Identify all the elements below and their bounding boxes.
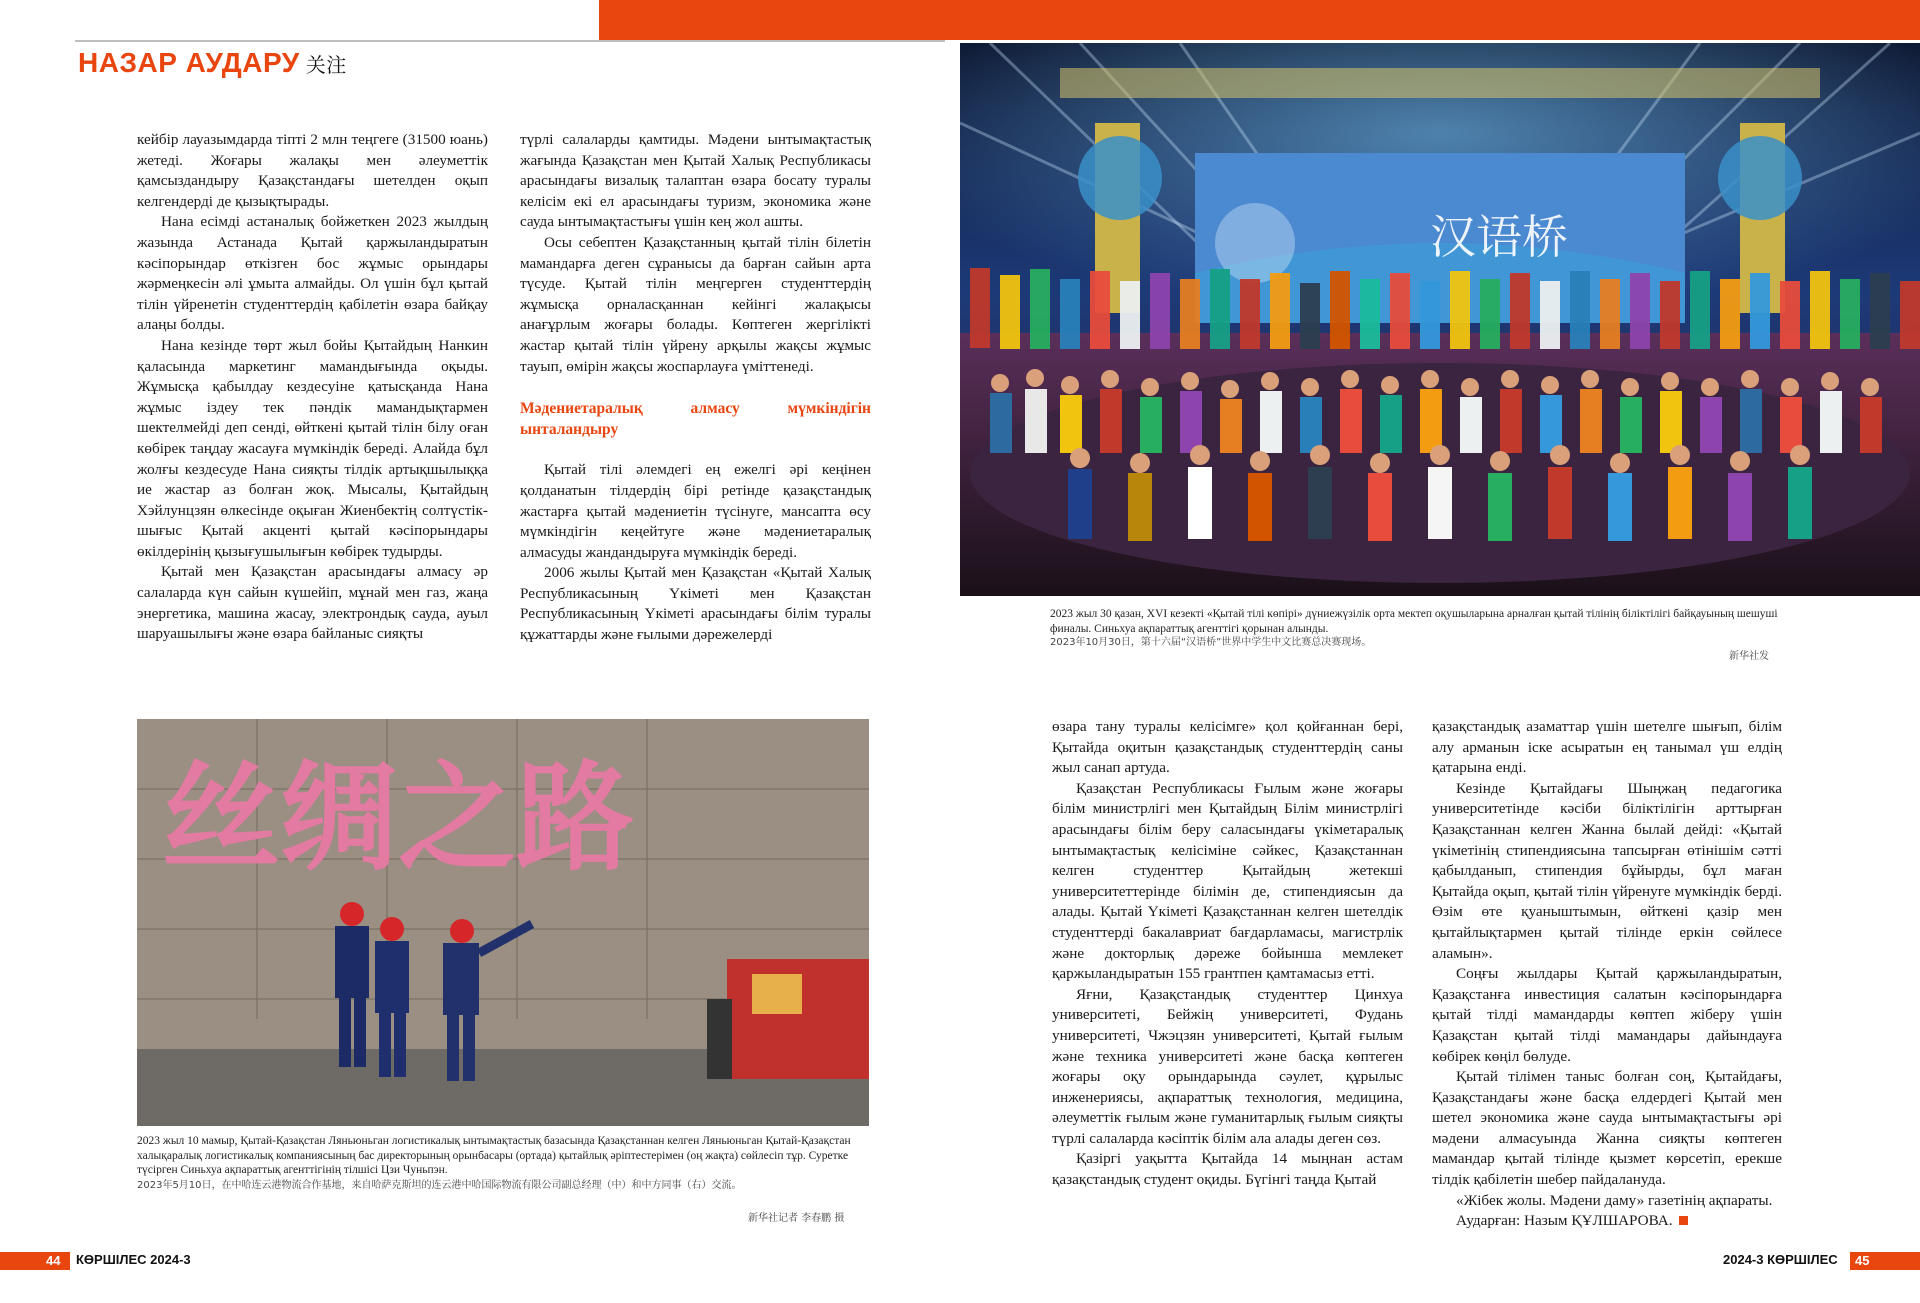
silk-road-illustration [137,719,869,1126]
paragraph: Қазіргі уақытта Қытайда 14 мыңнан астам қазақстандық студент оқиды. Бүгінгі таңда Қытай [1052,1150,1403,1189]
paragraph: кейбір лауазымдарда тіпті 2 млн теңгеге (31500 юань) жетеді. Жоғары жалақы мен әлеуметтік қамсыздандыру Қазақстандағы шетелден оқып келгендерді де қызықтырады. [137,131,488,210]
paragraph: Соңғы жылдары Қытай қаржыландыратын, Қазақстанға инвестиция салатын кәсіпорындарға қытай тілді мамандарды көптеп жіберу үшін Қазақстан қытай тілді мамандары дайындауға көбірек көңіл бөлуде. [1432,965,1782,1065]
paragraph: Қазақстан Республикасы Ғылым және жоғары білім министрлігі мен Қытайдың Білім министрлігі арасындағы білім беру саласындағы үкіметаралық ынтымақтастық келісіміне сәйкес, Қазақстаннан келген студенттер Қытайдың жетекші университеттерінде білімін де, стипендиясын да алады. Қытай Үкіметі Қазақстаннан келген шетелдік студенттерді бакалавриат бағдарламасы, магистрлік және докторлық дәреже бойынша мемлекет қаржыландыратын 155 грантпен қамтамасыз етті. [1052,779,1403,983]
right-column-1 [1052,717,1403,1191]
paragraph: Яғни, Қазақстандық студенттер Цинхуа университеті, Бейжің университеті, Фудань университеті, Чжэцзян университеті, Қытай ғылым және техника университеті және басқа көптеген жоғары оқу орындарында сәулет, құрылыс инженериясы, ақпараттық технология, медицина, әлеуметтік ғылым және гуманитарлық ғылым сияқты түрлі салаларда кәсіптік білім ала алады деген сөз. [1052,985,1403,1147]
stage-screen-text: 汉语桥 [1430,210,1568,264]
caption-kazakh: 2023 жыл 30 қазан, XVI кезекті «Қытай тілі көпірі» дүниежүзілік орта мектеп оқушыларына арналған қытай тілінің біліктілігі байқауының шешуші финалы. Синьхуа ақпараттық агенттігі қорынан алынды. [1050,608,1778,635]
subheading: Мәдениетаралық алмасу мүмкіндігін ынталандыру [520,400,871,438]
top-photo-stage [960,43,1920,596]
paragraph: Кезінде Қытайдағы Шыңжаң педагогика университетінде кәсіби біліктілігін арттырған Қазақстаннан келген Жанна былай дейді: «Қытай үкіметінің стипендиясына тапсырған өтінішім сәтті қабылданып, стипендия бұйырды, бұл маған Қытайда оқып, қытай тілін үйренуге мүмкіндік берді. Өзім өте қуаныштымын, өйткені қазір мен қытайлықтармен қытай тілінде еркін сөйлесе аламын». [1432,779,1782,962]
top-photo-caption [1050,607,1790,651]
paragraph: Қытай мен Қазақстан арасындағы алмасу әр салаларда күн сайын күшейіп, мұнай мен газ, жаңа энергетика, машина жасау, электрондық сауда, ауыл шаруашылығы және өзара байланыс сияқты [137,563,488,643]
left-column-1 [137,130,488,645]
section-title-zh: 关注 [305,53,347,77]
caption-chinese: 2023年5月10日，在中哈连云港物流合作基地，来自哈萨克斯坦的连云港中哈国际物流有限公司副总经理（中）和中方同事（右）交流。 [137,1179,742,1191]
header-accent-bar [599,0,1920,40]
paragraph: Осы себептен Қазақстанның қытай тілін білетін мамандарға деген сұранысы да барған сайын арта түсуде. Қытай тілін меңгерген студенттердің жұмысқа орналасқаннан кейінгі жалақысы анағұрлым жоғары болады. Көптеген жергілікті жастар қытай тілін үйрену арқылы жақсы жұмыс тауып, өмірін жақсы жоспарлауға үміттенеді. [520,233,871,375]
paragraph: Нана кезінде төрт жыл бойы Қытайдың Нанкин қаласында маркетинг мамандығында оқыды. Жұмысқа қабылдау кездесуіне қатысқанда Нана жұмыс іздеу тек пәндік мамандықтармен шектелмейді деп сенді, өйткені қытай тілін білу оған көбірек таңдау жасауға мүмкіндік береді. Алайда бұл жолғы кездесуде Нана сияқты тілдік артықшылыққа ие жастар аз болған жоқ. Мысалы, Қытайдың Хэйлунцзян өлкесінде оқыған Жиенбектің солтүстік-шығыс Қытай акценті қытай кәсіпорындары өкілдерінің қызығушылығын көбірек тудырды. [137,336,488,560]
left-column-2 [520,130,871,646]
paragraph: түрлі салаларды қамтиды. Мәдени ынтымақтастық жағында Қазақстан мен Қытай Халық Республикасы арасындағы визалық талаптан өзара босату туралы келісім екі ел арасындағы туризм, экономика және сауда ынтымақтастығы үшін кең жол ашты. [520,131,871,231]
footer-label-right: 2024-3 КӨРШІЛЕС [1723,1252,1838,1267]
stage-illustration [960,43,1920,596]
bottom-photo-silk-road [137,719,869,1126]
translator-credit: Аударған: Назым ҚҰЛШАРОВА. [1432,1211,1782,1232]
right-column-2 [1432,717,1782,1232]
top-photo-credit: 新华社发 [1729,651,1769,662]
footer-label-left: КӨРШІЛЕС 2024-3 [76,1252,191,1267]
section-title: НАЗАР АУДАРУ 关注 [78,47,347,78]
page-number-left: 44 [46,1253,61,1268]
caption-kazakh: 2023 жыл 10 мамыр, Қытай-Қазақстан Ляньюньган логистикалық ынтымақтастық базасында Қазақстаннан келген Ляньюньган Қытай-Қазақстан халықаралық логистикалық компаниясының бас директорының орынбасары (ортада) қытайлық әріптестерімен (оң жақта) сөйлесіп тұр. Суретке түсірген Синьхуа ақпараттық агенттігінің тілшісі Цзи Чуньпэн. [137,1135,851,1176]
bottom-photo-caption [137,1134,872,1193]
caption-chinese: 2023年10月30日，第十六届“汉语桥”世界中学生中文比赛总决赛现场。 [1050,637,1372,648]
bottom-photo-credit: 新华社记者 李春鹏 摄 [748,1213,845,1224]
end-mark-icon [1679,1216,1688,1225]
page-number-right: 45 [1855,1253,1870,1268]
paragraph: Қытай тілімен таныс болған соң, Қытайдағы, Қазақстандағы және басқа елдердегі Қытай мен шетел экономика және сауда ынтымақтастығы әрі мәдени алмасуында Жанна сияқты көптеген мамандар қытай тілінде қызмет көрсетіп, ерекше тілдік қабілетін шебер пайдалануда. [1432,1068,1782,1189]
paragraph: 2006 жылы Қытай мен Қазақстан «Қытай Халық Республикасының Үкіметі мен Қазақстан Республикасының Үкіметі арасындағы білім туралы құжаттарды және ғылыми дәрежелерді [520,564,871,644]
paragraph: «Жібек жолы. Мәдени даму» газетінің ақпараты. [1456,1191,1773,1209]
paragraph: қазақстандық азаматтар үшін шетелге шығып, білім алу арманын іске асыратын ең танымал үш елдің қатарына енді. [1432,718,1782,777]
paragraph: өзара тану туралы келісімге» қол қойғаннан бері, Қытайда оқитын қазақстандық студенттердің саны жыл санап артуда. [1052,718,1403,777]
wall-sign-text: 丝绸之路 [162,749,635,887]
header-rule [75,40,945,42]
paragraph: Нана есімді астаналық бойжеткен 2023 жылдың жазында Астанада Қытай қаржыландыратын кәсіпорындар өткізген бос жұмыс орындары жәрмеңкесін әлі ұмыта алмайды. Ол үшін бұл қытай тілін үйренетін студенттердің қабілетін өзара байқау алаңы болды. [137,213,488,334]
paragraph: Қытай тілі әлемдегі ең ежелгі әрі кеңінен қолданатын тілдердің бірі ретінде қазақстандық жастарға қытай мәдениетін түсінуге, мансапта өсу мүмкіндігін кеңейтуге және мәдениетаралық алмасуды жандандыруға мүмкіндік береді. [520,461,871,561]
